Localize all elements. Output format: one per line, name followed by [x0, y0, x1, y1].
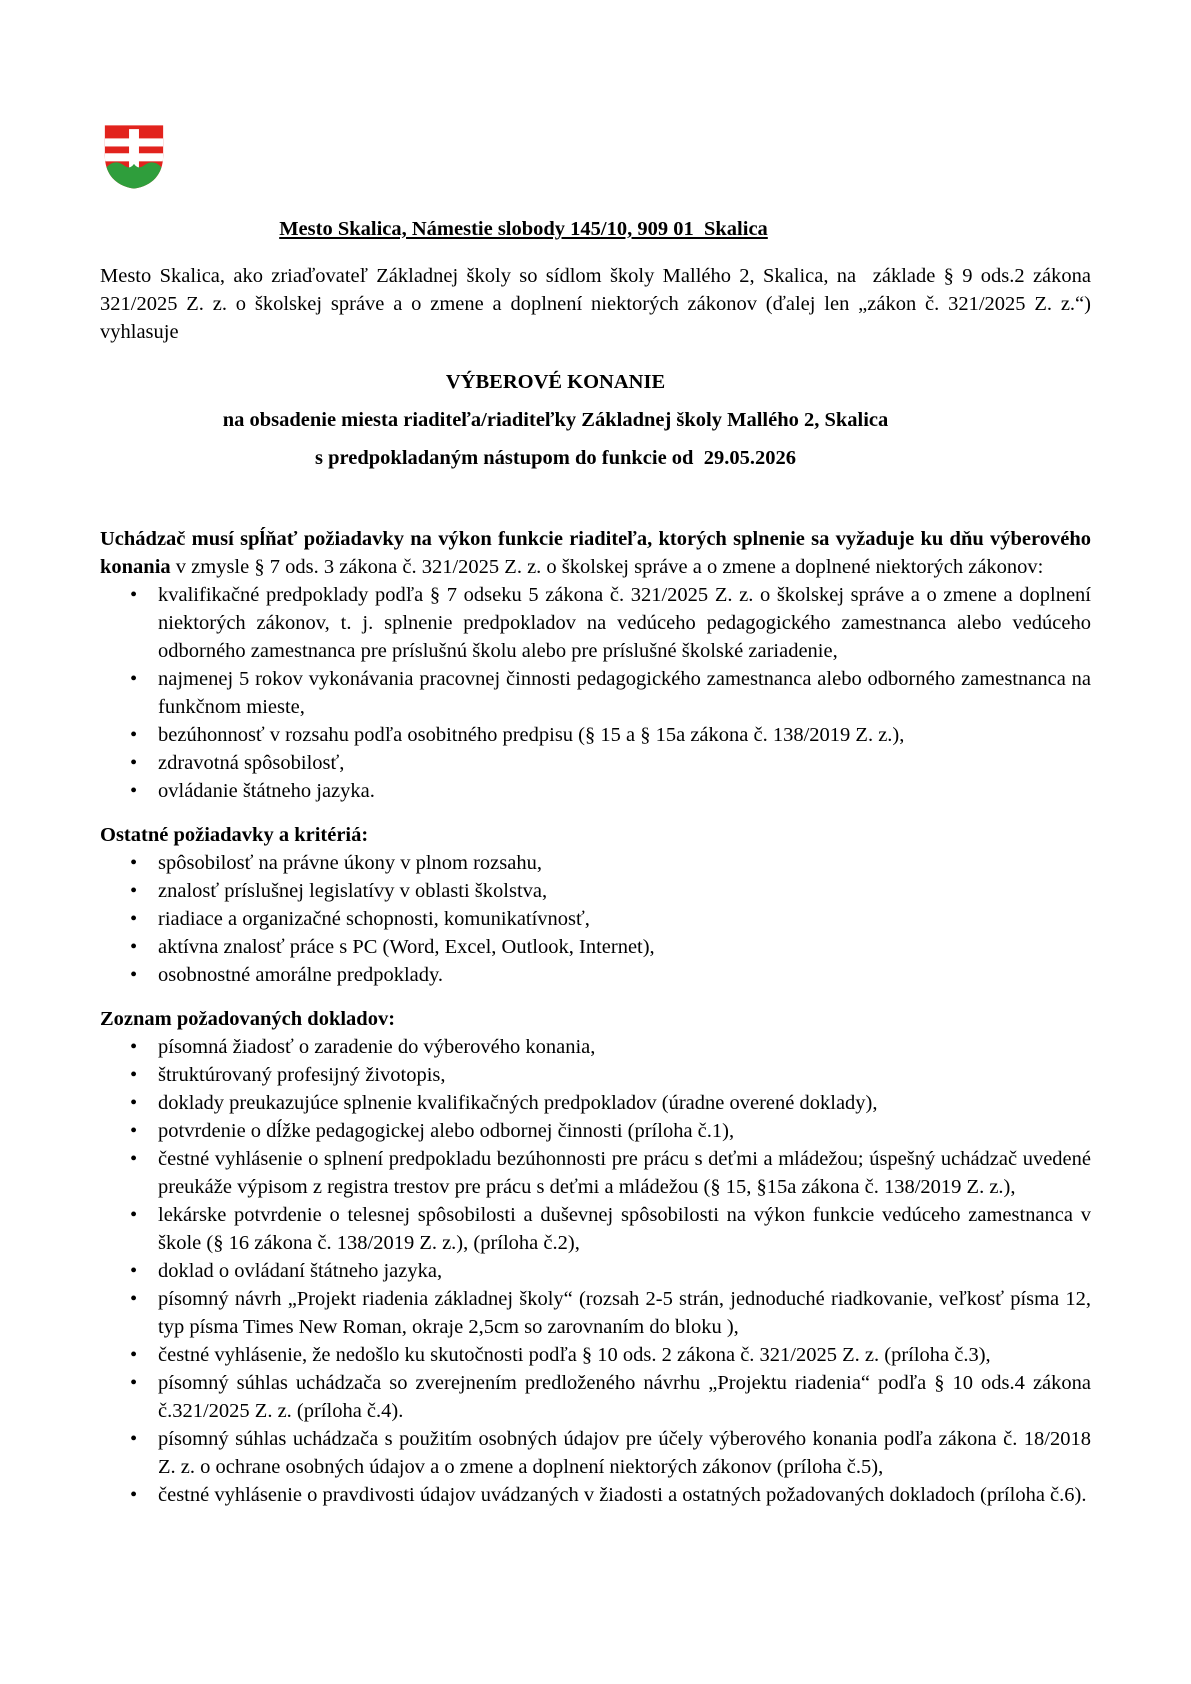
announcement-block: [100, 368, 1091, 472]
documents-heading: Zoznam požadovaných dokladov:: [100, 1008, 396, 1030]
intro-paragraph: Mesto Skalica, ako zriaďovateľ Základnej školy so sídlom školy Mallého 2, Skalica, na základe § 9 ods.2 zákona 321/2025 Z. z. o školskej správe a o zmene a doplnení niektorých zákonov (ďalej len „zákon č. 321/2025 Z. z.“) vyhlasuje: [100, 265, 1091, 343]
other-requirements-list: [100, 849, 1091, 989]
document-item: [100, 1425, 1091, 1481]
other-requirement-item: [100, 877, 1091, 905]
other-requirement-item: [100, 933, 1091, 961]
announcement-title: VÝBEROVÉ KONANIE: [445, 371, 666, 393]
other-requirements-heading: Ostatné požiadavky a kritériá:: [100, 824, 369, 846]
document-item: [100, 1481, 1091, 1509]
document-item-text: čestné vyhlásenie, že nedošlo ku skutočnosti podľa § 10 ods. 2 zákona č. 321/2025 Z. z. (príloha č.3),: [158, 1344, 991, 1366]
requirement-item-text: najmenej 5 rokov vykonávania pracovnej činnosti pedagogického zamestnanca alebo odborného zamestnanca na funkčnom mieste,: [158, 668, 1091, 718]
document-item-text: doklady preukazujúce splnenie kvalifikačných predpokladov (úradne overené doklady),: [158, 1092, 878, 1114]
document-item-text: písomná žiadosť o zaradenie do výberového konania,: [158, 1036, 596, 1058]
document-item-text: lekárske potvrdenie o telesnej spôsobilosti a duševnej spôsobilosti na výkon funkcie vedúceho zamestnanca v škole (§ 16 zákona č. 138/2019 Z. z.), (príloha č.2),: [158, 1204, 1091, 1254]
document-item: [100, 1285, 1091, 1341]
other-requirement-item: [100, 849, 1091, 877]
requirement-item: [100, 581, 1091, 665]
other-requirement-item-text: riadiace a organizačné schopnosti, komunikatívnosť,: [158, 908, 590, 930]
document-header-address: Mesto Skalica, Námestie slobody 145/10, 909 01 Skalica: [279, 218, 768, 240]
document-item-text: doklad o ovládaní štátneho jazyka,: [158, 1260, 443, 1282]
requirement-item-text: kvalifikačné predpoklady podľa § 7 odseku 5 zákona č. 321/2025 Z. z. o školskej správe a o zmene a doplnení niektorých zákonov, t. j. splnenie predpokladov na vedúceho pedagogického zamestnanca alebo vedúceho odborného zamestnanca pre príslušnú školu alebo pre príslušné školské zariadenie,: [158, 584, 1091, 662]
documents-list: [100, 1033, 1091, 1509]
requirements-lead-paragraph: [100, 525, 1091, 581]
requirements-lead-rest: v zmysle § 7 ods. 3 zákona č. 321/2025 Z. z. o školskej správe a o zmene a doplnené niektorých zákonov:: [170, 556, 1044, 578]
document-item: [100, 1257, 1091, 1285]
announcement-start-date: s predpokladaným nástupom do funkcie od 29.05.2026: [315, 447, 796, 469]
document-item: [100, 1369, 1091, 1425]
document-item-text: čestné vyhlásenie o splnení predpokladu bezúhonnosti pre prácu s deťmi a mládežou; úspešný uchádzač uvedené preukáže výpisom z registra trestov pre prácu s deťmi a mládežou (§ 15, §15a zákona č. 138/2019 Z. z.),: [158, 1148, 1091, 1198]
other-requirement-item-text: osobnostné amorálne predpoklady.: [158, 964, 444, 986]
document-item: [100, 1201, 1091, 1257]
document-item-text: písomný súhlas uchádzača s použitím osobných údajov pre účely výberového konania podľa zákona č. 18/2018 Z. z. o ochrane osobných údajov a o zmene a doplnení niektorých zákonov (príloha č.5),: [158, 1428, 1091, 1478]
document-item-text: písomný návrh „Projekt riadenia základnej školy“ (rozsah 2-5 strán, jednoduché riadkovanie, veľkosť písma 12, typ písma Times New Roman, okraje 2,5cm so zarovnaním do bloku ),: [158, 1288, 1091, 1338]
requirement-item-text: zdravotná spôsobilosť,: [158, 752, 345, 774]
announcement-position: na obsadenie miesta riaditeľa/riaditeľky Základnej školy Mallého 2, Skalica: [222, 409, 889, 431]
document-item: [100, 1341, 1091, 1369]
document-item-text: štruktúrovaný profesijný životopis,: [158, 1064, 446, 1086]
document-item-text: potvrdenie o dĺžke pedagogickej alebo odbornej činnosti (príloha č.1),: [158, 1120, 735, 1142]
document-item: [100, 1089, 1091, 1117]
document-item-text: čestné vyhlásenie o pravdivosti údajov uvádzaných v žiadosti a ostatných požadovaných dokladoch (príloha č.6).: [158, 1484, 1087, 1506]
other-requirement-item: [100, 905, 1091, 933]
other-requirement-item-text: aktívna znalosť práce s PC (Word, Excel, Outlook, Internet),: [158, 936, 655, 958]
document-item-text: písomný súhlas uchádzača so zverejnením predloženého návrhu „Projektu riadenia“ podľa § 10 ods.4 zákona č.321/2025 Z. z. (príloha č.4).: [158, 1372, 1091, 1422]
other-requirement-item: [100, 961, 1091, 989]
requirements-lead-bold: Uchádzač musí spĺňať požiadavky na výkon funkcie riaditeľa, ktorých splnenie sa vyžaduje ku dňu výberového konania: [100, 528, 1091, 578]
document-item: [100, 1033, 1091, 1061]
other-requirement-item-text: spôsobilosť na právne úkony v plnom rozsahu,: [158, 852, 542, 874]
requirement-item: [100, 749, 1091, 777]
requirement-item-text: ovládanie štátneho jazyka.: [158, 780, 375, 802]
requirement-item: [100, 777, 1091, 805]
document-item: [100, 1117, 1091, 1145]
requirement-item: [100, 721, 1091, 749]
requirement-item: [100, 665, 1091, 721]
requirement-item-text: bezúhonnosť v rozsahu podľa osobitného predpisu (§ 15 a § 15a zákona č. 138/2019 Z. z.),: [158, 724, 905, 746]
requirements-list: [100, 581, 1091, 805]
document-item: [100, 1145, 1091, 1201]
skalica-coat-of-arms-icon: [103, 123, 168, 191]
document-item: [100, 1061, 1091, 1089]
other-requirement-item-text: znalosť príslušnej legislatívy v oblasti školstva,: [158, 880, 548, 902]
